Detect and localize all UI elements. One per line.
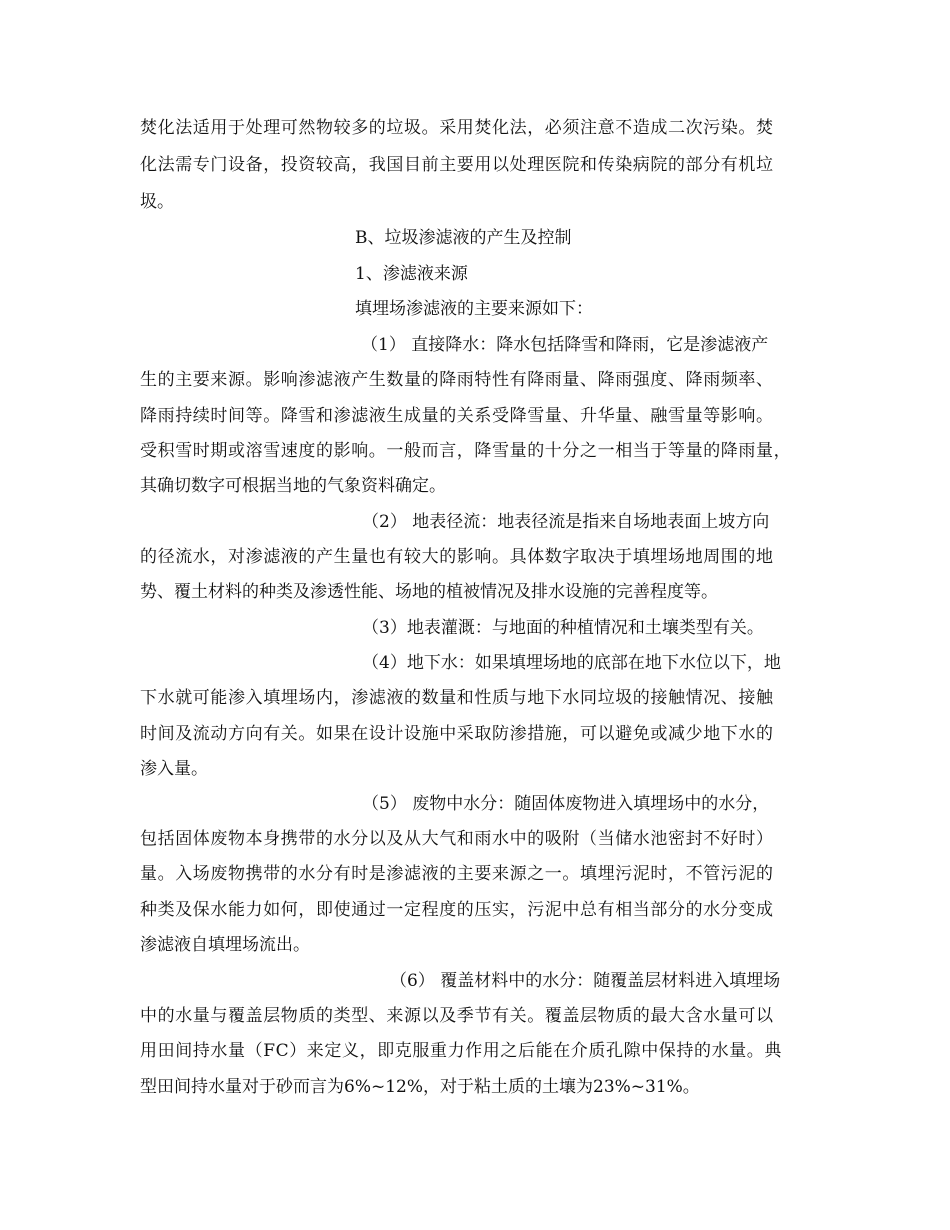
text-line: 下水就可能渗入填埋场内，渗滤液的数量和性质与地下水同垃圾的接触情况、接触 bbox=[140, 688, 774, 708]
text-line: 渗入量。 bbox=[140, 759, 208, 779]
text-line: 包括固体废物本身携带的水分以及从大气和雨水中的吸附（当储水池密封不好时） bbox=[140, 829, 774, 849]
text-line: 圾。 bbox=[140, 192, 174, 212]
text-line: 其确切数字可根据当地的气象资料确定。 bbox=[140, 476, 446, 496]
list-item-heading: （1） 直接降水：降水包括降雪和降雨，它是渗滤液产 bbox=[361, 335, 769, 355]
text-line: 量。入场废物携带的水分有时是渗滤液的主要来源之一。填埋污泥时，不管污泥的 bbox=[140, 864, 774, 884]
text-line: 的径流水，对渗滤液的产生量也有较大的影响。具体数字取决于填埋场地周围的地 bbox=[140, 547, 774, 567]
text-line: 化法需专门设备，投资较高，我国目前主要用以处理医院和传染病院的部分有机垃 bbox=[140, 155, 774, 175]
text-line: 种类及保水能力如何，即使通过一定程度的压实，污泥中总有相当部分的水分变成 bbox=[140, 900, 774, 920]
text-line: 型田间持水量对于砂而言为6%~12%，对于粘土质的土壤为23%~31%。 bbox=[140, 1077, 700, 1097]
text-line: 时间及流动方向有关。如果在设计设施中采取防渗措施，可以避免或减少地下水的 bbox=[140, 724, 774, 744]
text-line: 受积雪时期或溶雪速度的影响。一般而言，降雪量的十分之一相当于等量的降雨量， bbox=[140, 441, 792, 461]
list-item-heading: （2） 地表径流：地表径流是指来自场地表面上坡方向 bbox=[362, 512, 770, 532]
text-line: 渗滤液自填埋场流出。 bbox=[140, 935, 310, 955]
section-heading: B、垃圾渗滤液的产生及控制 bbox=[355, 228, 572, 248]
text-line: 降雨持续时间等。降雪和渗滤液生成量的关系受降雪量、升华量、融雪量等影响。 bbox=[140, 406, 774, 426]
list-item-heading: （4）地下水：如果填埋场地的底部在地下水位以下，地 bbox=[362, 653, 781, 673]
list-item-heading: （5） 废物中水分：随固体废物进入填埋场中的水分， bbox=[362, 794, 770, 814]
list-item-heading: （3）地表灌溉：与地面的种植情况和土壤类型有关。 bbox=[362, 618, 764, 638]
list-item-heading: （6） 覆盖材料中的水分：随覆盖层材料进入填埋场 bbox=[390, 971, 781, 991]
text-line: 填埋场渗滤液的主要来源如下： bbox=[355, 299, 593, 319]
text-line: 中的水量与覆盖层物质的类型、来源以及季节有关。覆盖层物质的最大含水量可以 bbox=[140, 1006, 774, 1026]
text-line: 用田间持水量（FC）来定义，即克服重力作用之后能在介质孔隙中保持的水量。典 bbox=[140, 1041, 783, 1061]
text-line: 势、覆土材料的种类及渗透性能、场地的植被情况及排水设施的完善程度等。 bbox=[140, 582, 718, 602]
text-line: 焚化法适用于处理可然物较多的垃圾。采用焚化法，必须注意不造成二次污染。焚 bbox=[140, 118, 774, 138]
subsection-heading: 1、渗滤液来源 bbox=[355, 264, 468, 284]
text-line: 生的主要来源。影响渗滤液产生数量的降雨特性有降雨量、降雨强度、降雨频率、 bbox=[140, 370, 774, 390]
